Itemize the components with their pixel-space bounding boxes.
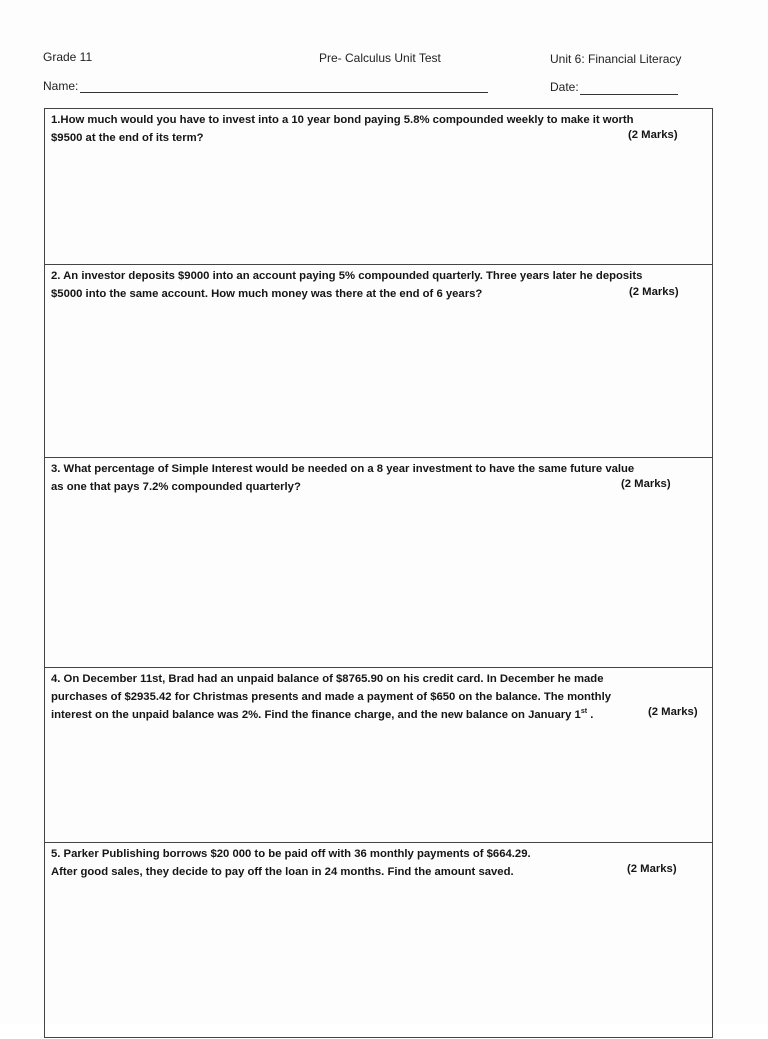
name-label: Name:: [43, 79, 79, 93]
question-2-line-2: $5000 into the same account. How much money was there at the end of 6 years?: [51, 288, 483, 300]
question-4-line-1: 4. On December 11st, Brad had an unpaid balance of $8765.90 on his credit card. In December he made: [51, 673, 604, 685]
question-2: [45, 264, 712, 457]
question-4-line-3-main: interest on the unpaid balance was 2%. Find the finance charge, and the new balance on January 1: [51, 709, 581, 721]
question-grid: [44, 108, 713, 1038]
question-1-text: [51, 111, 701, 147]
question-1-line-2: $9500 at the end of its term?: [51, 132, 204, 144]
question-4-line-3-end: .: [587, 709, 594, 721]
question-4: [45, 667, 712, 842]
question-2-text: [51, 267, 701, 303]
question-4-text: [51, 670, 701, 724]
question-5: [45, 842, 712, 1039]
date-label: Date:: [550, 80, 579, 94]
question-2-line-1: 2. An investor deposits $9000 into an account paying 5% compounded quarterly. Three years later he deposits: [51, 270, 643, 282]
question-3-line-1: 3. What percentage of Simple Interest would be needed on a 8 year investment to have the same future value: [51, 463, 635, 475]
question-5-line-2: After good sales, they decide to pay off the loan in 24 months. Find the amount saved.: [51, 866, 514, 878]
test-title: Pre- Calculus Unit Test: [319, 51, 441, 65]
date-line: [580, 94, 678, 95]
question-2-marks: (2 Marks): [629, 286, 679, 298]
question-5-line-1: 5. Parker Publishing borrows $20 000 to be paid off with 36 monthly payments of $664.29.: [51, 848, 531, 860]
question-4-line-3-sup: st: [580, 708, 588, 716]
question-5-marks: (2 Marks): [627, 863, 677, 875]
question-3: [45, 457, 712, 667]
question-5-text: [51, 845, 701, 881]
unit-label: Unit 6: Financial Literacy: [550, 52, 682, 66]
question-3-line-2: as one that pays 7.2% compounded quarterly?: [51, 481, 301, 493]
question-1-marks: (2 Marks): [628, 129, 678, 141]
question-3-text: [51, 460, 701, 496]
grade-label: Grade 11: [43, 50, 93, 64]
question-1-line-1: 1.How much would you have to invest into a 10 year bond paying 5.8% compounded weekly to make it worth: [51, 114, 634, 126]
question-4-line-2: purchases of $2935.42 for Christmas presents and made a payment of $650 on the balance. The monthly: [51, 691, 612, 703]
question-3-marks: (2 Marks): [621, 478, 671, 490]
question-4-marks: (2 Marks): [648, 706, 698, 718]
question-4-line-3: [51, 706, 701, 724]
question-1: [45, 109, 712, 264]
name-line: [80, 92, 488, 93]
